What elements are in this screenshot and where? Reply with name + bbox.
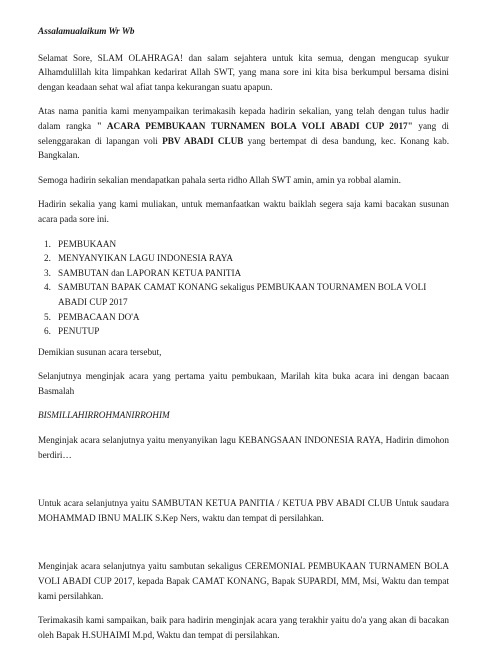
agenda-item-number: 2. <box>44 253 51 264</box>
agenda-item-text: PEMBUKAAN <box>58 238 117 249</box>
thanks-paragraph <box>38 104 449 162</box>
venue-name: PBV ABADI CLUB <box>162 135 244 146</box>
agenda-intro-paragraph: Hadirin sekalia yang kami muliakan, untuk memanfaatkan waktu baiklah segera saja kami bacakan susunan acara pada sore ini. <box>38 199 449 224</box>
agenda-item-number: 5. <box>44 311 51 322</box>
agenda-item-text: SAMBUTAN BAPAK CAMAT KONANG sekaligus PEMBUKAAN TOURNAMEN BOLA VOLI ABADI CUP 2017 <box>58 282 427 307</box>
agenda-item <box>38 237 449 252</box>
opening-paragraph: Selamat Sore, SLAM OLAHRAGA! dan salam sejahtera untuk kita semua, dengan mengucap syukur Alhamdulillah kita limpahkan kedarirat Allah SWT, yang mana sore ini kita bisa berkumpul bersama disini dengan keadaan sehat wal afiat tanpa kekurangan suatu apapun. <box>38 52 449 92</box>
agenda-item-text: PENUTUP <box>58 326 100 337</box>
agenda-item <box>38 266 449 281</box>
basmalah-line: BISMILLAHIRROHMANIRROHIM <box>38 410 170 421</box>
final-prayer-paragraph: Terimakasih kami sampaikan, baik para hadirin menginjak acara yang terakhir yaitu do'a yang akan di bacakan oleh Bapak H.SUHAIMI M.pd, Waktu dan tempat di persilahkan. <box>38 615 449 640</box>
ceremony-paragraph: Menginjak acara selanjutnya yaitu sambutan sekaligus CEREMONIAL PEMBUKAAN TURNAMEN BOLA VOLI ABADI CUP 2017, kepada Bapak CAMAT KONANG, Bapak SUPARDI, MM, Msi, Waktu dan tempat kami persilahkan. <box>38 561 449 601</box>
first-event-paragraph: Selanjutnya menginjak acara yang pertama yaitu pembukaan, Marilah kita buka acara ini dengan bacaan Basmalah <box>38 371 449 396</box>
prayer-paragraph: Semoga hadirin sekalian mendapatkan pahala serta ridho Allah SWT amin, amin ya robbal alamin. <box>38 174 401 185</box>
thanks-text-1: Atas nama panitia kami menyampaikan terimakasih kepada hadirin sekalian, yang telah dengan tulus hadir dalam rangka <box>38 106 449 131</box>
agenda-item-number: 3. <box>44 267 51 278</box>
agenda-item-number: 4. <box>44 282 51 293</box>
agenda-item <box>38 280 449 309</box>
agenda-item-text: SAMBUTAN dan LAPORAN KETUA PANITIA <box>58 267 242 278</box>
closing-agenda-paragraph: Demikian susunan acara tersebut, <box>38 346 162 357</box>
agenda-item-number: 6. <box>44 326 51 337</box>
agenda-item-text: PEMBACAAN DO'A <box>58 311 140 322</box>
agenda-item <box>38 324 449 339</box>
agenda-item <box>38 251 449 266</box>
chairman-speech-paragraph: Untuk acara selanjutnya yaitu SAMBUTAN KETUA PANITIA / KETUA PBV ABADI CLUB Untuk saudara MOHAMMAD IBNU MALIK S.Kep Ners, waktu dan tempat di persilahkan. <box>38 498 449 523</box>
agenda-item-text: MENYANYIKAN LAGU INDONESIA RAYA <box>58 253 233 264</box>
greeting: Assalamualaikum Wr Wb <box>38 26 135 36</box>
thanks-text-3: yang bertempat di desa bandung, kec. Konang kab. Bangkalan. <box>38 135 449 161</box>
event-name: " ACARA PEMBUKAAN TURNAMEN BOLA VOLI ABADI CUP 2017" <box>96 120 413 131</box>
agenda-list <box>38 237 449 339</box>
anthem-paragraph: Menginjak acara selanjutnya yaitu menyanyikan lagu KEBANGSAAN INDONESIA RAYA, Hadirin dimohon berdiri… <box>38 435 449 460</box>
agenda-item <box>38 310 449 325</box>
thanks-text-2: yang di selenggarakan di lapangan voli <box>38 120 449 146</box>
agenda-item-number: 1. <box>44 238 51 249</box>
